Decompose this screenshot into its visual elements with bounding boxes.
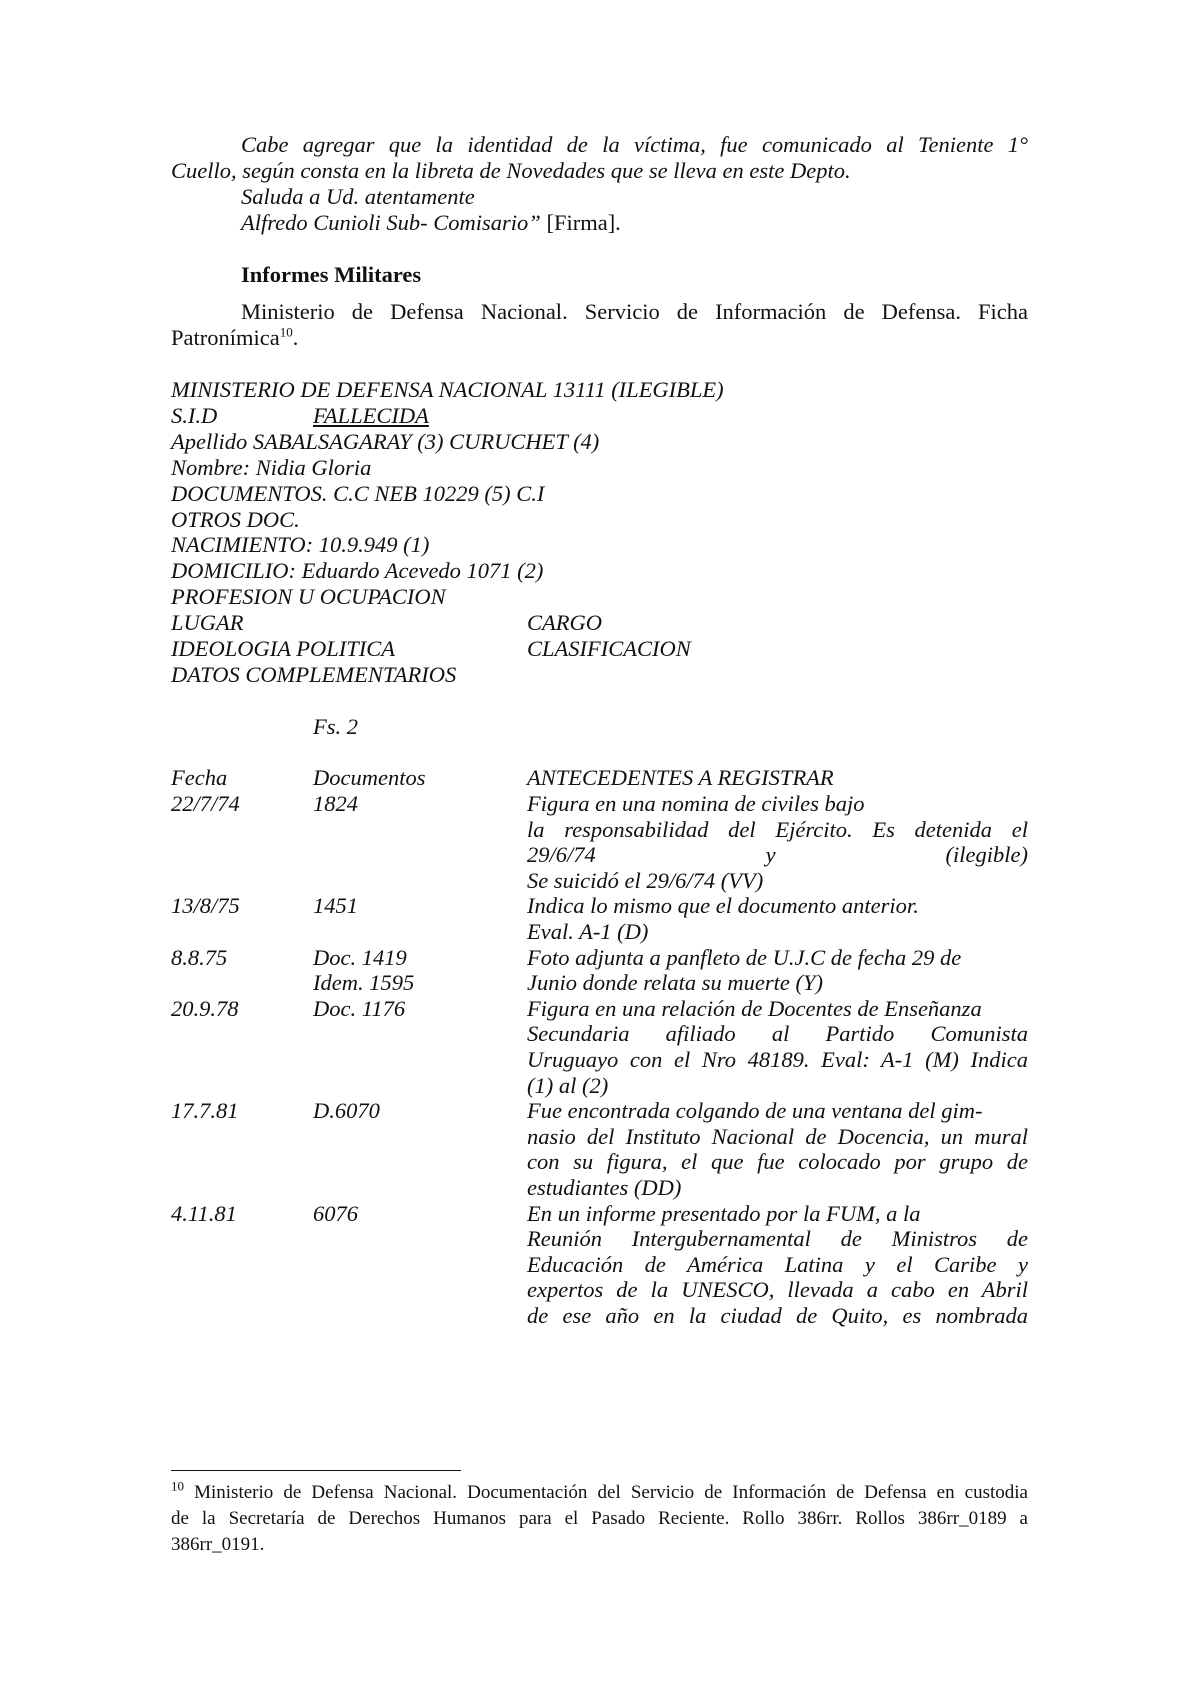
cell-documento: Doc. 1176	[313, 995, 406, 1021]
ficha-ideologia: IDEOLOGIA POLITICA	[171, 636, 395, 661]
cell-antecedente: En un informe presentado por la FUM, a la	[527, 1200, 921, 1226]
header-documentos: Documentos	[313, 765, 426, 790]
cell-documento: Idem. 1595	[313, 970, 415, 996]
cell-documento: Doc. 1419	[313, 944, 407, 970]
letter-salute: Saluda a Ud. atentamente	[241, 184, 475, 209]
table-row	[171, 892, 1028, 920]
cell-antecedente: Figura en una nomina de civiles bajo	[527, 791, 865, 816]
cell-documento: 1451	[313, 893, 358, 919]
ficha-lugar-line	[171, 609, 1028, 637]
cell-antecedente: estudiantes (DD)	[527, 1175, 682, 1200]
cell-antecedente: Eval. A-1 (D)	[527, 919, 649, 944]
ficha-sid-line	[171, 402, 1028, 430]
cell-antecedente: 29/6/74 y (ilegible)	[527, 842, 1028, 868]
cell-antecedente: Secundaria afiliado al Partido Comunista	[527, 1021, 1028, 1047]
cell-documento: 1824	[313, 791, 358, 816]
cell-antecedente: (1) al (2)	[527, 1072, 609, 1098]
ficha-sid: S.I.D	[171, 403, 218, 428]
cell-fecha: 17.7.81	[171, 1098, 239, 1124]
cell-fecha: 22/7/74	[171, 791, 240, 816]
section-intro-line-2	[171, 324, 1028, 352]
letter-signature: Alfredo Cunioli Sub- Comisario”	[241, 210, 541, 235]
cell-antecedente: Reunión Intergubernamental de Ministros de	[527, 1226, 1028, 1252]
footnote-text-1: Ministerio de Defensa Nacional. Documentación del Servicio de Información de Defensa en custodia	[184, 1482, 1028, 1503]
ficha-fs: Fs. 2	[313, 714, 358, 739]
ficha-lugar: LUGAR	[171, 610, 244, 635]
cell-fecha: 13/8/75	[171, 893, 240, 919]
ficha-cargo: CARGO	[527, 610, 602, 635]
cell-antecedente: expertos de la UNESCO, llevada a cabo en Abril	[527, 1277, 1028, 1303]
cell-antecedente: con su figura, el que fue colocado por grupo de	[527, 1149, 1028, 1175]
cell-antecedente: Figura en una relación de Docentes de Enseñanza	[527, 995, 982, 1021]
letter-paragraph-line-2: Cuello, según consta en la libreta de Novedades que se lleva en este Depto.	[171, 158, 851, 183]
table-row	[171, 995, 1028, 1023]
ficha-apellido: Apellido SABALSAGARAY (3) CURUCHET (4)	[171, 429, 600, 454]
cell-antecedente: nasio del Instituto Nacional de Docencia, un mural	[527, 1123, 1028, 1149]
footnote-rule	[171, 1470, 461, 1471]
cell-antecedente: Fue encontrada colgando de una ventana del gim-	[527, 1098, 983, 1124]
intro-text: Patronímica	[171, 325, 280, 350]
cell-documento: D.6070	[313, 1098, 380, 1124]
ficha-documentos: DOCUMENTOS. C.C NEB 10229 (5) C.I	[171, 481, 545, 506]
cell-antecedente: Se suicidó el 29/6/74 (VV)	[527, 867, 764, 893]
footnote-reference: 10	[279, 324, 293, 340]
cell-antecedente: Junio donde relata su muerte (Y)	[527, 970, 823, 996]
table-header	[171, 764, 1028, 792]
cell-fecha: 8.8.75	[171, 944, 228, 970]
header-antecedentes: ANTECEDENTES A REGISTRAR	[527, 765, 834, 790]
cell-fecha: 20.9.78	[171, 995, 239, 1021]
letter-signature-line	[171, 209, 1028, 237]
cell-fecha: 4.11.81	[171, 1200, 237, 1226]
cell-antecedente: Foto adjunta a panfleto de U.J.C de fecha 29 de	[527, 944, 962, 970]
ficha-ideologia-line	[171, 635, 1028, 663]
footnote-number: 10	[171, 1478, 184, 1494]
cell-antecedente: de ese año en la ciudad de Quito, es nombrada	[527, 1303, 1028, 1328]
intro-period: .	[292, 325, 299, 350]
footnote-line-1	[171, 1480, 1028, 1506]
ficha-clasificacion: CLASIFICACION	[527, 636, 691, 661]
cell-documento: 6076	[313, 1200, 358, 1226]
header-fecha: Fecha	[171, 765, 228, 790]
ficha-nacimiento: NACIMIENTO: 10.9.949 (1)	[171, 532, 430, 557]
footnote-line-2: de la Secretaría de Derechos Humanos para el Pasado Reciente. Rollo 386rr. Rollos 386rr_0189 a	[171, 1508, 1028, 1529]
cell-antecedente: la responsabilidad del Ejército. Es detenida el	[527, 816, 1028, 842]
ficha-nombre: Nombre: Nidia Gloria	[171, 455, 372, 480]
table-row	[171, 1200, 1028, 1228]
cell-antecedente: Uruguayo con el Nro 48189. Eval: A-1 (M) Indica	[527, 1047, 1028, 1072]
table-row	[171, 944, 1028, 972]
table-row	[171, 1097, 1028, 1125]
section-heading: Informes Militares	[241, 262, 422, 287]
letter-paragraph-line-1: Cabe agregar que la identidad de la víctima, fue comunicado al Teniente 1°	[241, 132, 1028, 157]
ficha-datos: DATOS COMPLEMENTARIOS	[171, 662, 457, 687]
ficha-domicilio: DOMICILIO: Eduardo Acevedo 1071 (2)	[171, 558, 544, 583]
footnote-line-3: 386rr_0191.	[171, 1534, 265, 1555]
ficha-profesion: PROFESION U OCUPACION	[171, 584, 446, 609]
cell-antecedente: Indica lo mismo que el documento anterior.	[527, 893, 919, 919]
section-intro-line-1: Ministerio de Defensa Nacional. Servicio de Información de Defensa. Ficha	[241, 299, 1028, 324]
ficha-ministerio: MINISTERIO DE DEFENSA NACIONAL 13111 (ILEGIBLE)	[171, 377, 724, 402]
ficha-otros: OTROS DOC.	[171, 507, 300, 532]
table-row	[171, 790, 1028, 818]
cell-antecedente: Educación de América Latina y el Caribe y	[527, 1251, 1028, 1277]
letter-signature-note: [Firma].	[540, 210, 621, 235]
ficha-fallecida: FALLECIDA	[313, 403, 429, 428]
